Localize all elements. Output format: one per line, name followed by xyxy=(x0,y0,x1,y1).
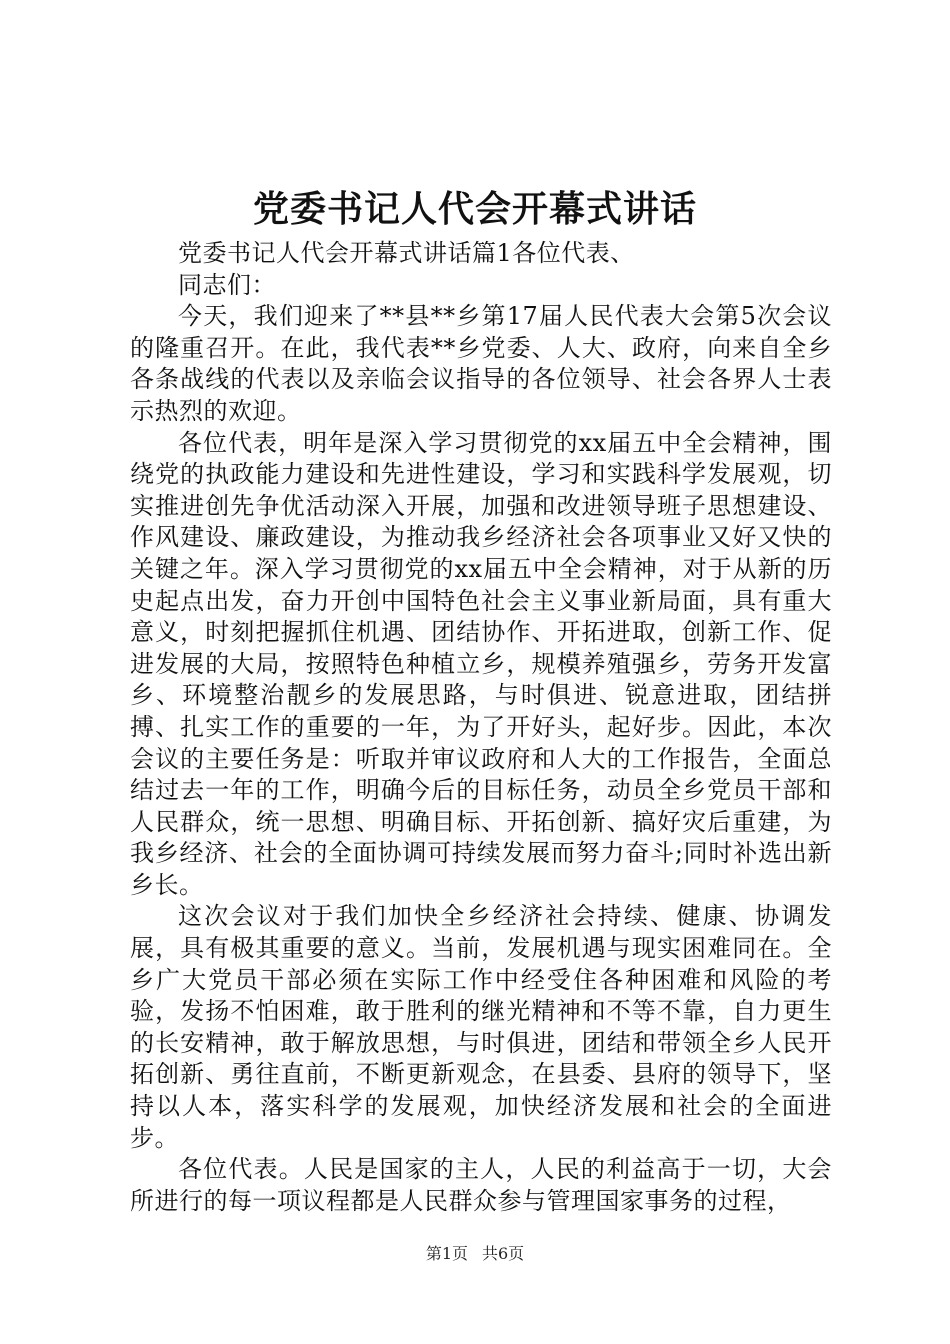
paragraph: 各位代表。人民是国家的主人，人民的利益高于一切，大会所进行的每一项议程都是人民群众参与管理国家事务的过程， xyxy=(130,1155,832,1215)
document-body xyxy=(130,238,832,1217)
page-number: 第1页 xyxy=(425,1244,468,1263)
page-footer xyxy=(0,1243,950,1265)
document-title: 党委书记人代会开幕式讲话 xyxy=(252,188,697,230)
page-total: 共6页 xyxy=(482,1244,525,1263)
paragraph: 这次会议对于我们加快全乡经济社会持续、健康、协调发展，具有极其重要的意义。当前，发展机遇与现实困难同在。全乡广大党员干部必须在实际工作中经受住各种困难和风险的考验，发扬不怕困难，敢于胜利的继光精神和不等不靠，自力更生的长安精神，敢于解放思想，与时俱进，团结和带领全乡人民开拓创新、勇往直前，不断更新观念，在县委、县府的领导下，坚持以人本，落实科学的发展观，加快经济发展和社会的全面进步。 xyxy=(130,902,832,1152)
paragraph: 党委书记人代会开幕式讲话篇1各位代表、 xyxy=(178,239,635,267)
paragraph: 同志们： xyxy=(178,270,276,299)
paragraph: 各位代表，明年是深入学习贯彻党的xx届五中全会精神，围绕党的执政能力建设和先进性建设，学习和实践科学发展观，切实推进创先争优活动深入开展，加强和改进领导班子思想建设、作风建设、廉政建设，为推动我乡经济社会各项事业又好又快的关键之年。深入学习贯彻党的xx届五中全会精神，对于从新的历史起点出发，奋力开创中国特色社会主义事业新局面，具有重大意义，时刻把握抓住机遇、团结协作、开拓进取，创新工作、促进发展的大局，按照特色种植立乡，规模养殖强乡，劳务开发富乡、环境整治靓乡的发展思路，与时俱进、锐意进取，团结拼搏、扎实工作的重要的一年，为了开好头，起好步。因此，本次会议的主要任务是：听取并审议政府和人大的工作报告，全面总结过去一年的工作，明确今后的目标任务，动员全乡党员干部和人民群众，统一思想、明确目标、开拓创新、搞好灾后重建，为我乡经济、社会的全面协调可持续发展而努力奋斗;同时补选出新乡长。 xyxy=(130,428,832,899)
paragraph: 今天，我们迎来了**县**乡第17届人民代表大会第5次会议的隆重召开。在此，我代表**乡党委、人大、政府，向来自全乡各条战线的代表以及亲临会议指导的各位领导、社会各界人士表示热烈的欢迎。 xyxy=(130,302,832,425)
